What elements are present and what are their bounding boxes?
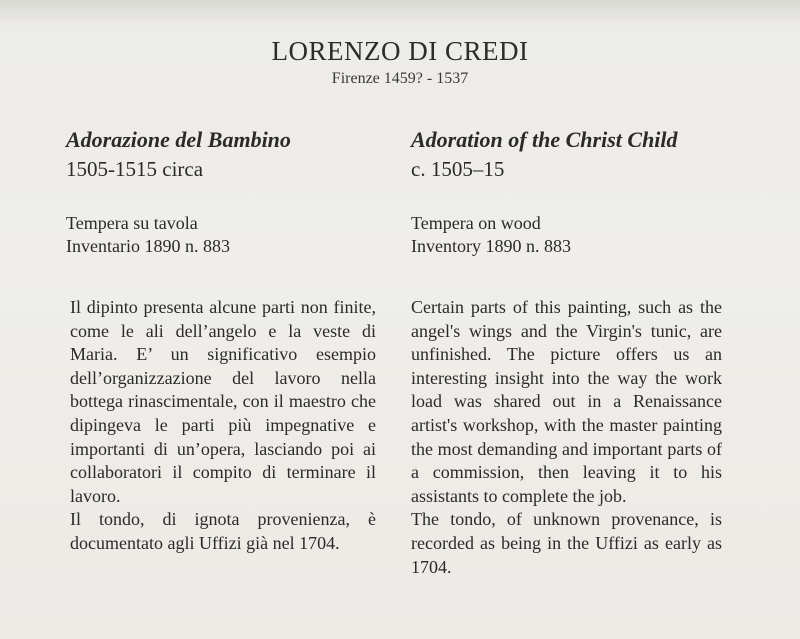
italian-description bbox=[70, 296, 376, 556]
italian-title: Adorazione del Bambino bbox=[66, 127, 291, 152]
english-title: Adoration of the Christ Child bbox=[411, 127, 678, 152]
english-technical-info bbox=[411, 212, 723, 258]
english-paragraph-2: The tondo, of unknown provenance, is recorded as being in the Uffizi as early as 1704. bbox=[411, 509, 722, 577]
artist-name: LORENZO DI CREDI bbox=[271, 36, 529, 66]
italian-column bbox=[66, 126, 386, 258]
italian-technical-info bbox=[66, 212, 386, 258]
italian-date: 1505-1515 circa bbox=[66, 157, 204, 181]
english-column bbox=[411, 126, 723, 258]
italian-paragraph-2: Il tondo, di ignota provenienza, è documentato agli Uffizi già nel 1704. bbox=[70, 509, 376, 553]
artist-dates: Firenze 1459? - 1537 bbox=[331, 70, 469, 87]
italian-inventory: Inventario 1890 n. 883 bbox=[66, 236, 230, 256]
english-paragraph-1: Certain parts of this painting, such as the angel's wings and the Virgin's tunic, are unfinished. The picture offers us an interesting insight into the way the work load was shared out in a Renaissance artist's workshop, with the master painting the most demanding and important parts of a commission, then leaving it to his assistants to complete the job. bbox=[411, 297, 722, 506]
english-date: c. 1505–15 bbox=[411, 157, 505, 181]
italian-medium: Tempera su tavola bbox=[66, 213, 198, 233]
italian-paragraph-1: Il dipinto presenta alcune parti non finite, come le ali dell’angelo e la veste di Maria. E’ un significativo esempio dell’organizzazione del lavoro nella bottega rinascimentale, con il maestro che dipingeva le parti più impegnative e importanti di un’opera, lasciando poi ai collaboratori il compito di terminare il lavoro. bbox=[70, 297, 376, 506]
english-description bbox=[411, 296, 722, 579]
english-inventory: Inventory 1890 n. 883 bbox=[411, 236, 571, 256]
card-top-edge bbox=[0, 0, 800, 22]
english-medium: Tempera on wood bbox=[411, 213, 541, 233]
